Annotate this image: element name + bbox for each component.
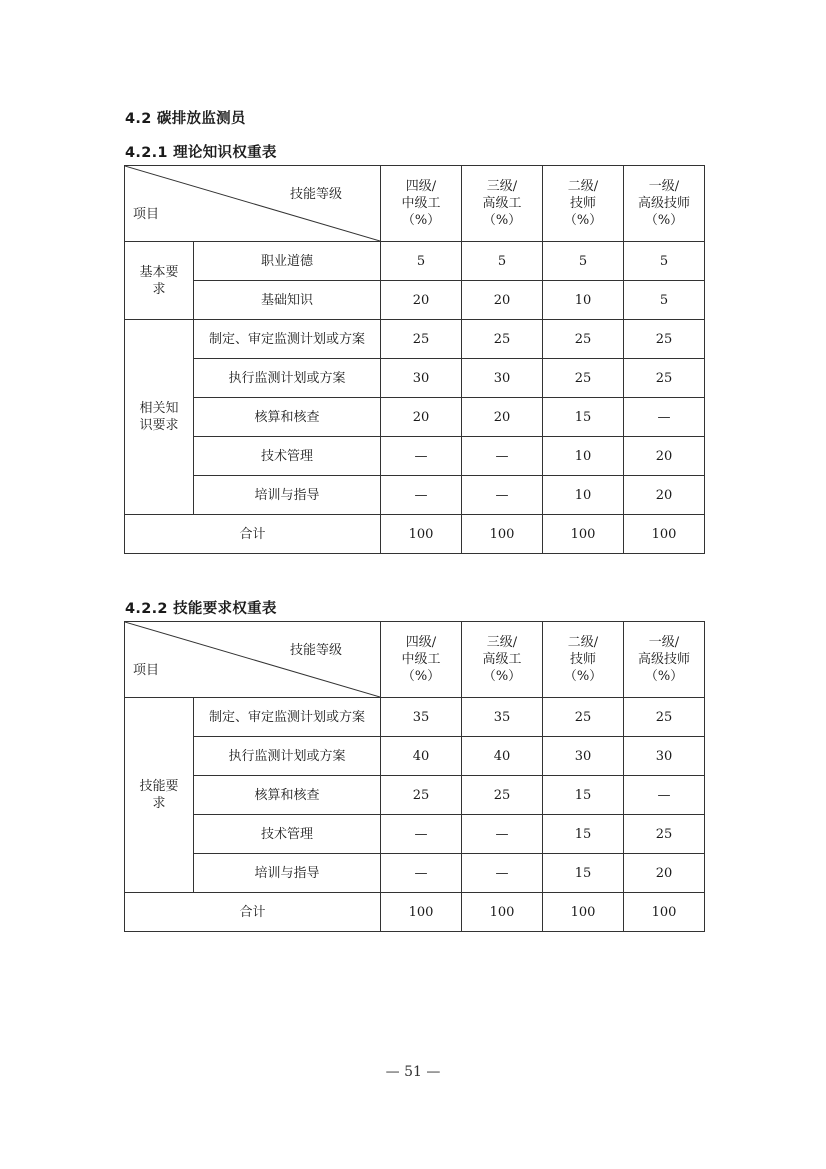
level-header	[543, 622, 624, 698]
row-label: 职业道德	[194, 242, 381, 281]
weight-value: 25	[624, 815, 705, 854]
level-header-line: 高级技师	[637, 652, 690, 667]
weight-value: 30	[462, 359, 543, 398]
row-label: 执行监测计划或方案	[194, 737, 381, 776]
group-label: 相关知识要求	[125, 320, 194, 515]
level-header-line: 一级/	[648, 179, 680, 194]
table-row	[125, 320, 705, 359]
total-value: 100	[462, 515, 543, 554]
weight-value: 25	[624, 698, 705, 737]
level-header-line: 三级/	[486, 635, 518, 650]
weight-value: 20	[624, 476, 705, 515]
weight-value: 20	[381, 398, 462, 437]
level-header	[624, 622, 705, 698]
table-row	[125, 815, 705, 854]
table-row	[125, 737, 705, 776]
weight-value: 5	[462, 242, 543, 281]
level-header	[462, 166, 543, 242]
table1-title: 4.2.1 理论知识权重表	[125, 145, 277, 161]
weight-value: 25	[462, 320, 543, 359]
corner-cell	[125, 622, 381, 698]
total-value: 100	[462, 893, 543, 932]
diagonal-line	[125, 622, 380, 697]
weight-value: 25	[624, 359, 705, 398]
level-header-line: （%）	[563, 213, 603, 228]
theory-weight-table	[124, 165, 705, 554]
level-label: 技能等级	[289, 643, 342, 658]
level-header-line: 中级工	[401, 196, 441, 211]
total-row	[125, 515, 705, 554]
level-header-line: （%）	[482, 669, 522, 684]
level-header-line: 高级工	[482, 196, 522, 211]
table2-title: 4.2.2 技能要求权重表	[125, 601, 277, 617]
level-label: 技能等级	[289, 187, 342, 202]
level-header-line: 四级/	[405, 635, 437, 650]
level-header	[381, 622, 462, 698]
weight-value: 25	[543, 698, 624, 737]
row-label: 制定、审定监测计划或方案	[194, 320, 381, 359]
level-header-line: 技师	[569, 196, 596, 211]
weight-value: —	[381, 854, 462, 893]
weight-value: 5	[381, 242, 462, 281]
total-label: 合计	[125, 893, 381, 932]
row-label: 核算和核查	[194, 776, 381, 815]
weight-value: —	[462, 437, 543, 476]
total-value: 100	[381, 893, 462, 932]
row-label: 技术管理	[194, 437, 381, 476]
weight-value: 5	[624, 242, 705, 281]
table-row	[125, 776, 705, 815]
weight-value: 25	[543, 359, 624, 398]
group-label: 技能要求	[125, 698, 194, 893]
total-value: 100	[543, 515, 624, 554]
total-value: 100	[624, 893, 705, 932]
weight-value: 40	[381, 737, 462, 776]
row-label: 制定、审定监测计划或方案	[194, 698, 381, 737]
table-row	[125, 242, 705, 281]
corner-cell	[125, 166, 381, 242]
row-label: 培训与指导	[194, 854, 381, 893]
weight-value: 30	[543, 737, 624, 776]
weight-value: 5	[543, 242, 624, 281]
row-label: 基础知识	[194, 281, 381, 320]
header-row	[125, 622, 705, 698]
row-label: 执行监测计划或方案	[194, 359, 381, 398]
level-header-line: 一级/	[648, 635, 680, 650]
level-header-line: （%）	[401, 213, 441, 228]
total-value: 100	[543, 893, 624, 932]
table-row	[125, 698, 705, 737]
level-header	[624, 166, 705, 242]
item-label: 项目	[133, 207, 160, 222]
skill-weight-table	[124, 621, 705, 932]
row-label: 技术管理	[194, 815, 381, 854]
weight-value: 5	[624, 281, 705, 320]
level-header-line: （%）	[401, 669, 441, 684]
level-header-line: 四级/	[405, 179, 437, 194]
weight-value: —	[381, 437, 462, 476]
level-header-line: 技师	[569, 652, 596, 667]
table-row	[125, 281, 705, 320]
weight-value: 20	[624, 437, 705, 476]
level-header	[543, 166, 624, 242]
item-label: 项目	[133, 663, 160, 678]
weight-value: 35	[381, 698, 462, 737]
weight-value: 20	[462, 398, 543, 437]
total-value: 100	[624, 515, 705, 554]
weight-value: —	[624, 776, 705, 815]
row-label: 培训与指导	[194, 476, 381, 515]
level-header-line: （%）	[644, 213, 684, 228]
weight-value: 25	[624, 320, 705, 359]
weight-value: 15	[543, 815, 624, 854]
weight-value: 25	[462, 776, 543, 815]
weight-value: 15	[543, 398, 624, 437]
weight-value: 40	[462, 737, 543, 776]
weight-value: 10	[543, 281, 624, 320]
weight-value: —	[624, 398, 705, 437]
weight-value: —	[381, 476, 462, 515]
weight-value: —	[462, 815, 543, 854]
weight-value: 20	[624, 854, 705, 893]
page-number: — 51 —	[385, 1064, 441, 1080]
section-title: 4.2 碳排放监测员	[125, 111, 246, 127]
total-label: 合计	[125, 515, 381, 554]
level-header-line: （%）	[644, 669, 684, 684]
weight-value: 20	[381, 281, 462, 320]
weight-value: —	[462, 854, 543, 893]
total-value: 100	[381, 515, 462, 554]
level-header	[462, 622, 543, 698]
level-header-line: 二级/	[567, 635, 599, 650]
weight-value: 35	[462, 698, 543, 737]
weight-value: 25	[543, 320, 624, 359]
diagonal-line	[125, 166, 380, 241]
level-header-line: （%）	[563, 669, 603, 684]
weight-value: 30	[381, 359, 462, 398]
weight-value: 15	[543, 776, 624, 815]
level-header-line: 中级工	[401, 652, 441, 667]
weight-value: 25	[381, 776, 462, 815]
level-header-line: 高级技师	[637, 196, 690, 211]
level-header-line: 三级/	[486, 179, 518, 194]
weight-value: 30	[624, 737, 705, 776]
table-row	[125, 476, 705, 515]
weight-value: 10	[543, 437, 624, 476]
table-row	[125, 437, 705, 476]
table-row	[125, 398, 705, 437]
weight-value: 25	[381, 320, 462, 359]
total-row	[125, 893, 705, 932]
level-header-line: 高级工	[482, 652, 522, 667]
level-header-line: （%）	[482, 213, 522, 228]
table-row	[125, 854, 705, 893]
level-header-line: 二级/	[567, 179, 599, 194]
group-label: 基本要求	[125, 242, 194, 320]
row-label: 核算和核查	[194, 398, 381, 437]
table-row	[125, 359, 705, 398]
weight-value: 10	[543, 476, 624, 515]
weight-value: 20	[462, 281, 543, 320]
weight-value: —	[462, 476, 543, 515]
weight-value: 15	[543, 854, 624, 893]
header-row	[125, 166, 705, 242]
level-header	[381, 166, 462, 242]
weight-value: —	[381, 815, 462, 854]
